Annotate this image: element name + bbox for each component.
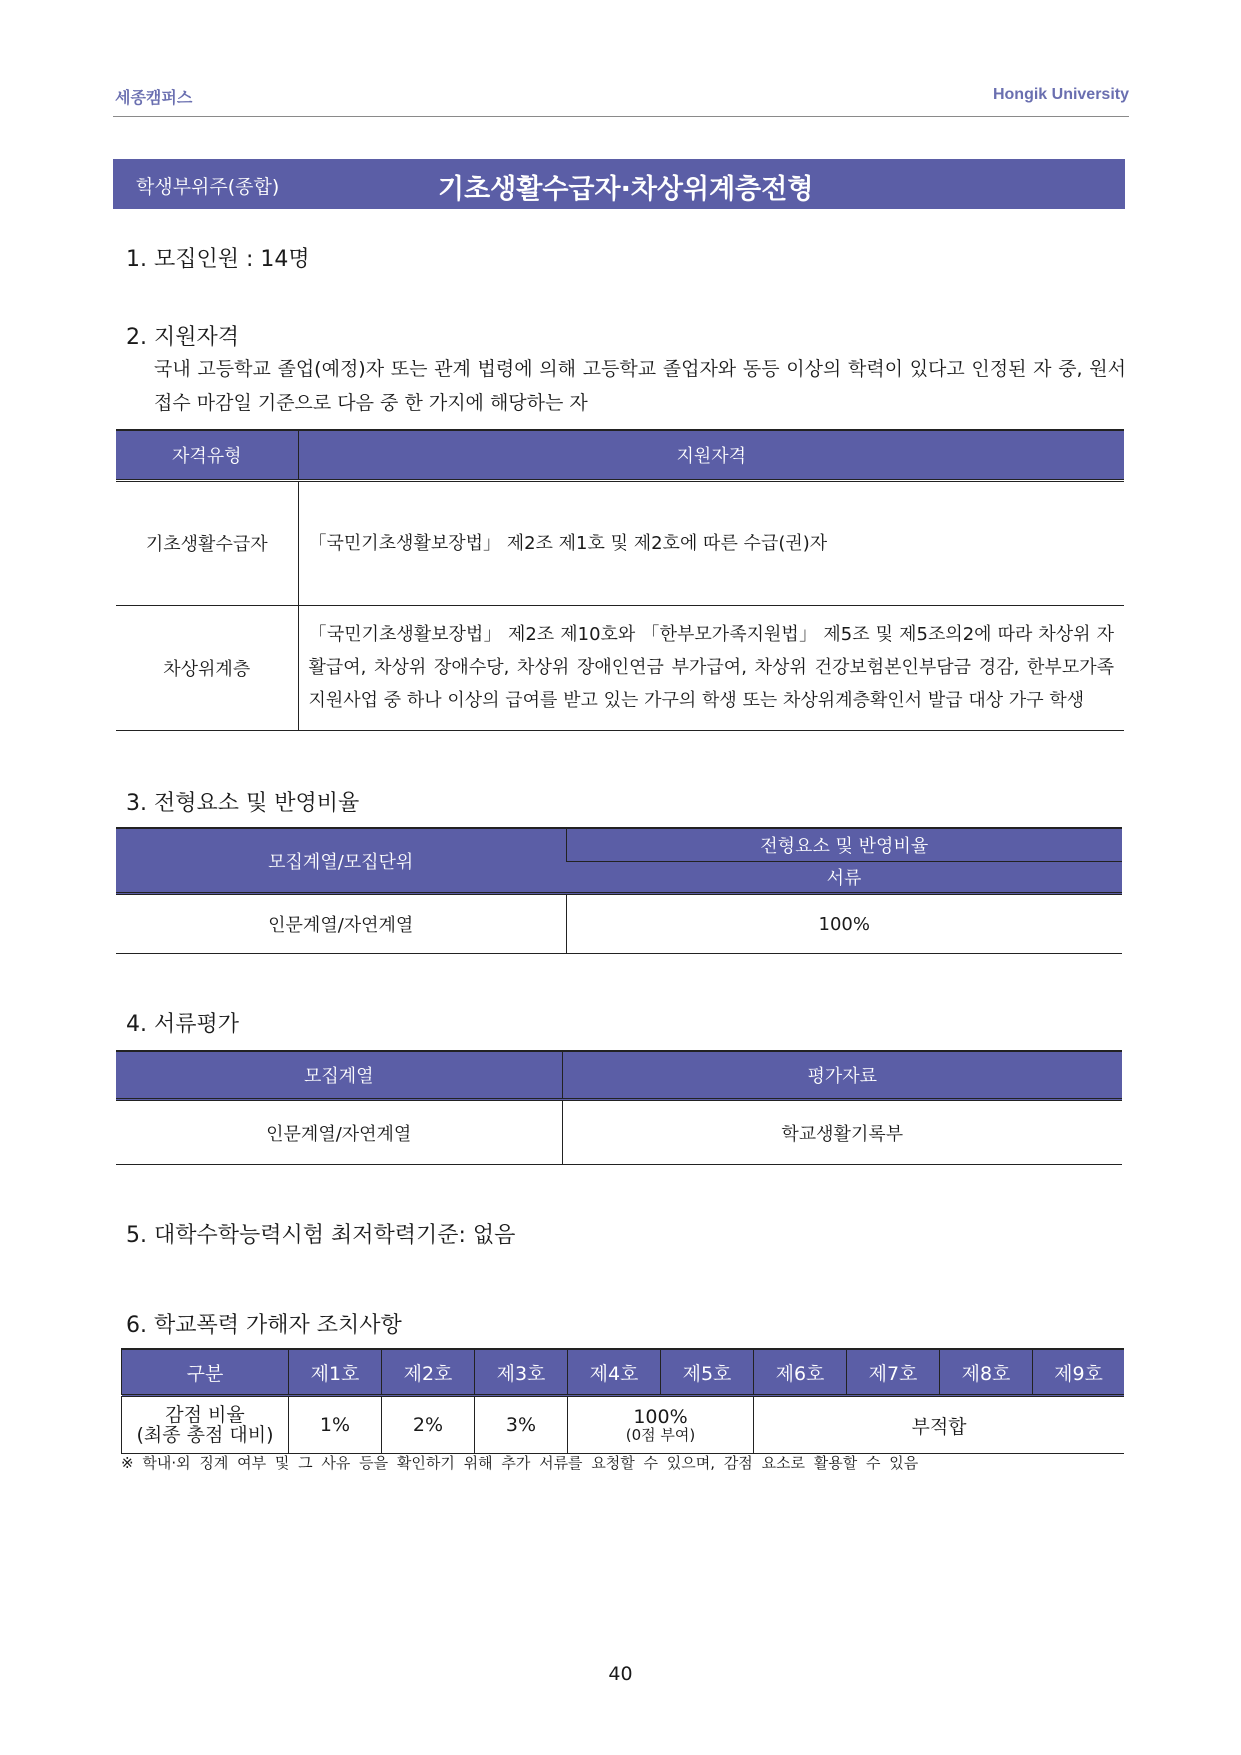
qualification-header-type: 자격유형	[116, 430, 298, 480]
ratio-header-doc: 서류	[566, 862, 1122, 894]
qualification-type: 차상위계층	[116, 605, 298, 730]
deduction-level-2: 2%	[382, 1396, 475, 1454]
page-number: 40	[608, 1663, 633, 1685]
deduction-4-5-main: 100%	[633, 1406, 688, 1428]
violence-header-level: 제8호	[940, 1349, 1033, 1396]
section-2-heading: 2. 지원자격	[126, 325, 239, 350]
violence-header-category: 구분	[122, 1349, 289, 1396]
violence-header-level: 제4호	[568, 1349, 661, 1396]
doc-header-unit: 모집계열	[116, 1051, 562, 1100]
doc-unit: 인문계열/자연계열	[116, 1100, 562, 1165]
table-row	[122, 1396, 1125, 1454]
university-label: Hongik University	[992, 86, 1129, 103]
ratio-unit: 인문계열/자연계열	[116, 894, 566, 954]
banner-title: 기초생활수급자·차상위계층전형	[438, 174, 814, 205]
violence-header-level: 제5호	[661, 1349, 754, 1396]
table-row	[116, 605, 1124, 730]
qualification-header-desc: 지원자격	[298, 430, 1124, 480]
deduction-4-5-sub: (0점 부여)	[625, 1426, 696, 1444]
ratio-value: 100%	[566, 894, 1122, 954]
ratio-header-ratio: 전형요소 및 반영비율	[566, 828, 1122, 862]
qualification-type: 기초생활수급자	[116, 480, 298, 605]
document-evaluation-table	[116, 1050, 1122, 1165]
banner-subtitle: 학생부위주(종합)	[136, 176, 280, 198]
section-2-paragraph: 국내 고등학교 졸업(예정)자 또는 관계 법령에 의해 고등학교 졸업자와 동등 이상의 학력이 있다고 인정된 자 중, 원서접수 마감일 기준으로 다음 중 한 가지에 해당하는 자	[154, 358, 1126, 414]
doc-header-material: 평가자료	[562, 1051, 1122, 1100]
deduction-level-1: 1%	[289, 1396, 382, 1454]
ratio-table	[116, 827, 1122, 954]
footnote: ※ 학내·외 징계 여부 및 그 사유 등을 확인하기 위해 추가 서류를 요청할 수 있으며, 감점 요소로 활용할 수 있음	[121, 1454, 919, 1472]
qualification-table	[116, 429, 1124, 731]
deduction-level-6-9: 부적합	[754, 1396, 1125, 1454]
violence-header-level: 제2호	[382, 1349, 475, 1396]
deduction-label-line-2: (최종 총점 대비)	[136, 1424, 274, 1446]
qualification-desc: 「국민기초생활보장법」 제2조 제1호 및 제2호에 따른 수급(권)자	[298, 480, 1124, 605]
ratio-header-unit: 모집계열/모집단위	[116, 828, 566, 894]
doc-material: 학교생활기록부	[562, 1100, 1122, 1165]
section-1-heading: 1. 모집인원 : 14명	[126, 247, 310, 272]
campus-label: 세종캠퍼스	[115, 88, 193, 107]
violence-header-level: 제7호	[847, 1349, 940, 1396]
deduction-level-3: 3%	[475, 1396, 568, 1454]
violence-header-level: 제3호	[475, 1349, 568, 1396]
qualification-desc: 「국민기초생활보장법」 제2조 제10호와 「한부모가족지원법」 제5조 및 제5조의2에 따라 차상위 자활급여, 차상위 장애수당, 차상위 장애인연금 부가급여, 차상위 건강보험본인부담금 경감, 한부모가족 지원사업 중 하나 이상의 급여를 받고 있는 가구의 학생 또는 차상위계층확인서 발급 대상 가구 학생	[298, 605, 1124, 730]
violence-header-level: 제6호	[754, 1349, 847, 1396]
section-5-heading: 5. 대학수학능력시험 최저학력기준: 없음	[126, 1223, 516, 1248]
title-banner	[113, 159, 1125, 209]
section-4-heading: 4. 서류평가	[126, 1012, 239, 1037]
deduction-level-4-5	[568, 1396, 754, 1454]
section-6-heading: 6. 학교폭력 가해자 조치사항	[126, 1313, 402, 1338]
school-violence-table	[121, 1348, 1124, 1454]
table-row	[116, 480, 1124, 605]
violence-header-level: 제9호	[1033, 1349, 1125, 1396]
table-row	[116, 894, 1122, 954]
deduction-label	[122, 1396, 289, 1454]
section-3-heading: 3. 전형요소 및 반영비율	[126, 791, 360, 816]
table-row	[116, 1100, 1122, 1165]
deduction-label-line-1: 감점 비율	[165, 1404, 245, 1426]
header-divider	[113, 116, 1129, 117]
violence-header-level: 제1호	[289, 1349, 382, 1396]
